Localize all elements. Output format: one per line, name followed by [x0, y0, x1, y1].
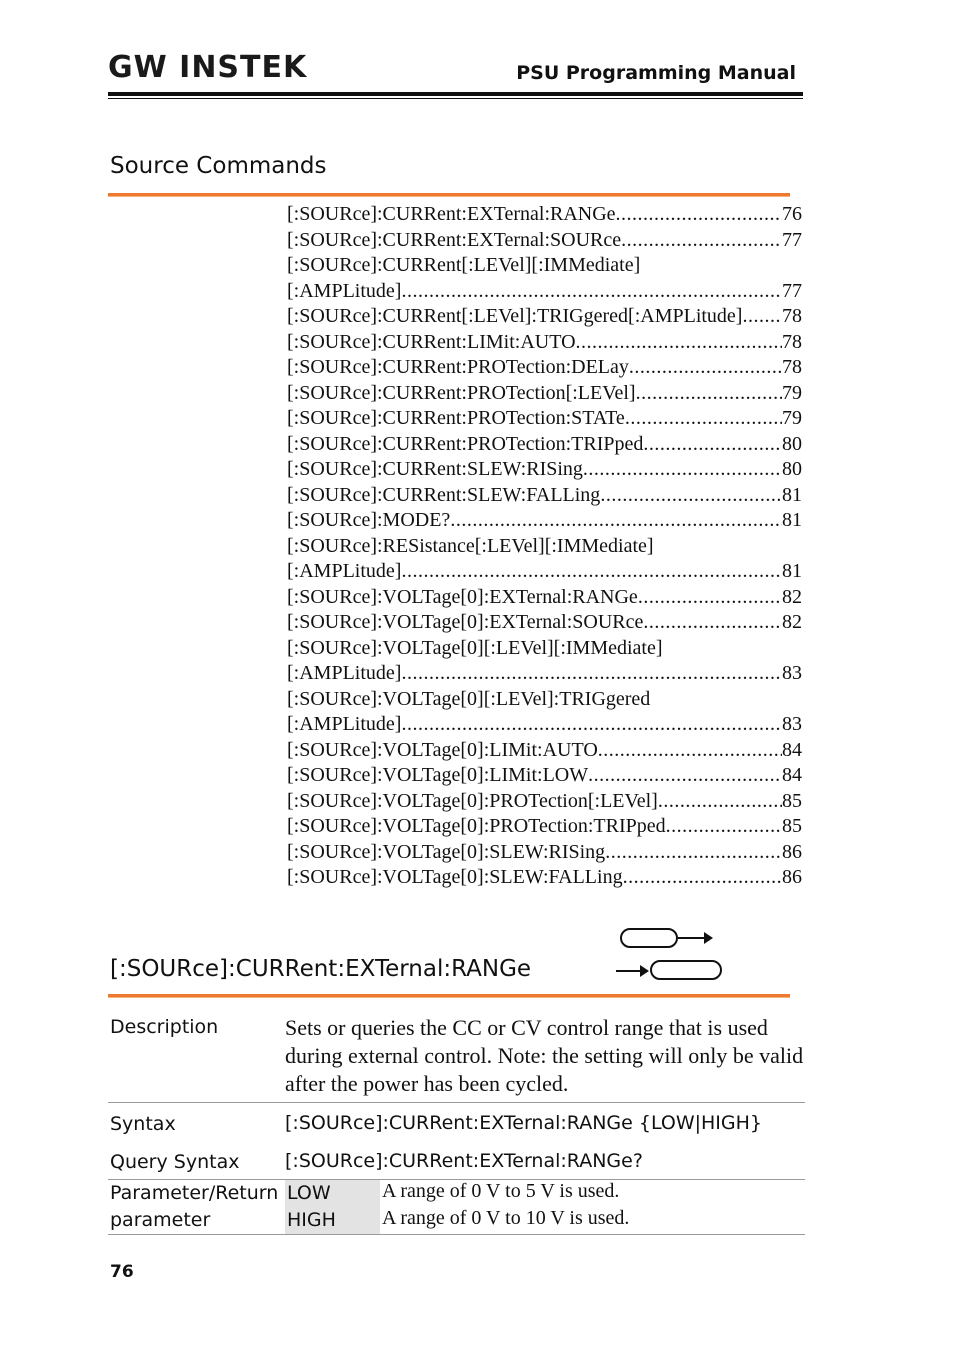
description-label: Description — [110, 1016, 219, 1038]
toc-leader-dots — [658, 789, 782, 815]
toc-entry-text: [:SOURce]:CURRent:PROTection:STATe — [287, 407, 625, 429]
toc-entry[interactable] — [287, 789, 802, 815]
query-command-icon — [616, 960, 722, 982]
toc-entry[interactable] — [287, 712, 802, 738]
toc-entry[interactable] — [287, 738, 802, 764]
toc-entry[interactable] — [287, 559, 802, 585]
toc-entry[interactable] — [287, 687, 802, 713]
toc-page-number: 76 — [782, 203, 802, 225]
toc-entry[interactable] — [287, 304, 802, 330]
toc-entry[interactable] — [287, 763, 802, 789]
toc-leader-dots — [583, 457, 782, 483]
toc-page-number: 78 — [782, 330, 802, 353]
parameter-name: HIGH — [287, 1209, 336, 1231]
command-title: [:SOURce]:CURRent:EXTernal:RANGe — [110, 956, 532, 982]
toc-leader-dots — [598, 738, 782, 764]
toc-entry-text: [:SOURce]:CURRent[:LEVel][:IMMediate] — [287, 254, 641, 276]
toc-entry[interactable] — [287, 585, 802, 611]
toc-entry-text: [:SOURce]:VOLTage[0]:EXTernal:SOURce — [287, 611, 644, 633]
toc-leader-dots — [616, 202, 782, 228]
toc-entry-text: [:SOURce]:VOLTage[0]:PROTection:TRIPped — [287, 815, 666, 837]
toc-entry-text: [:AMPLitude] — [287, 560, 402, 582]
toc-leader-dots — [401, 712, 782, 738]
toc-leader-dots — [625, 406, 782, 432]
toc-page-number: 79 — [782, 381, 802, 404]
parameter-name: LOW — [287, 1182, 331, 1204]
toc-entry-text: [:SOURce]:VOLTage[0]:LIMit:LOW — [287, 764, 589, 786]
toc-page-number: 82 — [782, 585, 802, 608]
toc-entry[interactable] — [287, 432, 802, 458]
toc-entry[interactable] — [287, 381, 802, 407]
query-syntax-label: Query Syntax — [110, 1151, 240, 1173]
brand-logo: GW INSTEK — [108, 50, 308, 85]
toc-leader-dots — [401, 279, 782, 305]
toc-entry[interactable] — [287, 483, 802, 509]
toc-entry[interactable] — [287, 355, 802, 381]
set-command-icon — [620, 928, 715, 950]
parameter-description: A range of 0 V to 10 V is used. — [382, 1207, 630, 1229]
toc-entry[interactable] — [287, 534, 802, 560]
toc-entry-text: [:SOURce]:VOLTage[0]:EXTernal:RANGe — [287, 585, 638, 608]
toc-entry[interactable] — [287, 202, 802, 228]
toc-entry-text: [:SOURce]:CURRent:EXTernal:RANGe — [287, 203, 616, 225]
toc-page-number: 86 — [782, 840, 802, 863]
toc-page-number: 84 — [782, 738, 802, 761]
toc-entry-text: [:SOURce]:CURRent:PROTection[:LEVel] — [287, 381, 636, 404]
toc-page-number: 77 — [782, 279, 802, 302]
toc-leader-dots — [401, 559, 782, 585]
toc-entry-text: [:SOURce]:VOLTage[0]:PROTection[:LEVel] — [287, 789, 658, 812]
toc-entry-text: [:SOURce]:MODE? — [287, 509, 451, 531]
toc-entry[interactable] — [287, 865, 802, 891]
toc-entry-text: [:SOURce]:CURRent:SLEW:FALLing — [287, 483, 601, 506]
toc-page-number: 80 — [782, 458, 802, 480]
query-syntax-text: [:SOURce]:CURRent:EXTernal:RANGe? — [285, 1150, 643, 1172]
section-rule — [108, 193, 790, 197]
toc-leader-dots — [450, 508, 782, 534]
toc-leader-dots — [401, 661, 782, 687]
toc-leader-dots — [742, 304, 782, 330]
page-number: 76 — [110, 1262, 134, 1282]
toc-entry[interactable] — [287, 279, 802, 305]
toc-entry-text: [:SOURce]:VOLTage[0]:LIMit:AUTO — [287, 738, 598, 761]
toc-entry-text: [:SOURce]:VOLTage[0]:SLEW:FALLing — [287, 866, 623, 888]
table-of-contents — [287, 202, 802, 891]
divider — [108, 1234, 805, 1235]
toc-entry[interactable] — [287, 814, 802, 840]
toc-entry-text: [:SOURce]:RESistance[:LEVel][:IMMediate] — [287, 534, 654, 557]
toc-page-number: 86 — [782, 866, 802, 888]
toc-entry-text: [:SOURce]:CURRent:SLEW:RISing — [287, 458, 583, 480]
toc-entry-text: [:AMPLitude] — [287, 662, 402, 684]
syntax-text: [:SOURce]:CURRent:EXTernal:RANGe {LOW|HIGH} — [285, 1112, 763, 1134]
toc-leader-dots — [629, 355, 782, 381]
toc-entry-text: [:SOURce]:VOLTage[0][:LEVel][:IMMediate] — [287, 636, 663, 659]
toc-page-number: 78 — [782, 305, 802, 327]
section-title: Source Commands — [110, 153, 327, 179]
parameter-label: Parameter/Return — [110, 1182, 279, 1204]
toc-page-number: 81 — [782, 560, 802, 582]
toc-entry-text: [:AMPLitude] — [287, 713, 402, 735]
toc-entry[interactable] — [287, 661, 802, 687]
toc-entry[interactable] — [287, 508, 802, 534]
toc-page-number: 85 — [782, 789, 802, 812]
toc-entry-text: [:SOURce]:CURRent:LIMit:AUTO — [287, 330, 576, 353]
toc-page-number: 83 — [782, 713, 802, 735]
toc-entry-text: [:SOURce]:CURRent:EXTernal:SOURce — [287, 228, 622, 251]
toc-entry[interactable] — [287, 610, 802, 636]
toc-entry[interactable] — [287, 330, 802, 356]
toc-page-number: 82 — [782, 611, 802, 633]
parameter-description: A range of 0 V to 5 V is used. — [382, 1180, 620, 1202]
toc-entry-text: [:SOURce]:CURRent[:LEVel]:TRIGgered[:AMPLitude] — [287, 305, 743, 327]
toc-entry-text: [:SOURce]:CURRent:PROTection:TRIPped — [287, 432, 644, 455]
toc-entry-text: [:SOURce]:CURRent:PROTection:DELay — [287, 356, 629, 378]
toc-leader-dots — [623, 865, 782, 891]
toc-entry[interactable] — [287, 406, 802, 432]
toc-entry-text: [:SOURce]:VOLTage[0][:LEVel]:TRIGgered — [287, 687, 651, 710]
toc-page-number: 85 — [782, 815, 802, 837]
toc-entry[interactable] — [287, 228, 802, 254]
toc-leader-dots — [636, 381, 782, 407]
toc-entry[interactable] — [287, 840, 802, 866]
toc-entry-text: [:SOURce]:VOLTage[0]:SLEW:RISing — [287, 840, 606, 863]
manual-title: PSU Programming Manual — [516, 62, 796, 84]
header-rule — [108, 92, 803, 96]
toc-leader-dots — [643, 432, 782, 458]
description-text: Sets or queries the CC or CV control range that is used during external control. Note: the setting will only be valid after the power has been cycled. — [285, 1015, 804, 1096]
toc-leader-dots — [621, 228, 782, 254]
toc-page-number: 83 — [782, 662, 802, 684]
toc-entry-text: [:AMPLitude] — [287, 279, 402, 302]
toc-leader-dots — [600, 483, 782, 509]
toc-leader-dots — [643, 610, 782, 636]
toc-page-number: 77 — [782, 228, 802, 251]
toc-page-number: 79 — [782, 407, 802, 429]
toc-page-number: 81 — [782, 509, 802, 531]
toc-page-number: 78 — [782, 356, 802, 378]
syntax-label: Syntax — [110, 1113, 176, 1135]
parameter-label-line2: parameter — [110, 1209, 211, 1231]
command-rule — [108, 994, 790, 998]
toc-leader-dots — [666, 814, 782, 840]
toc-leader-dots — [605, 840, 782, 866]
toc-page-number: 81 — [782, 483, 802, 506]
toc-page-number: 80 — [782, 432, 802, 455]
toc-entry[interactable] — [287, 457, 802, 483]
divider — [108, 1102, 805, 1103]
toc-leader-dots — [588, 763, 782, 789]
toc-entry[interactable] — [287, 253, 802, 279]
toc-leader-dots — [638, 585, 782, 611]
header-rule-thin — [108, 98, 803, 99]
toc-leader-dots — [576, 330, 782, 356]
toc-entry[interactable] — [287, 636, 802, 662]
toc-page-number: 84 — [782, 764, 802, 786]
